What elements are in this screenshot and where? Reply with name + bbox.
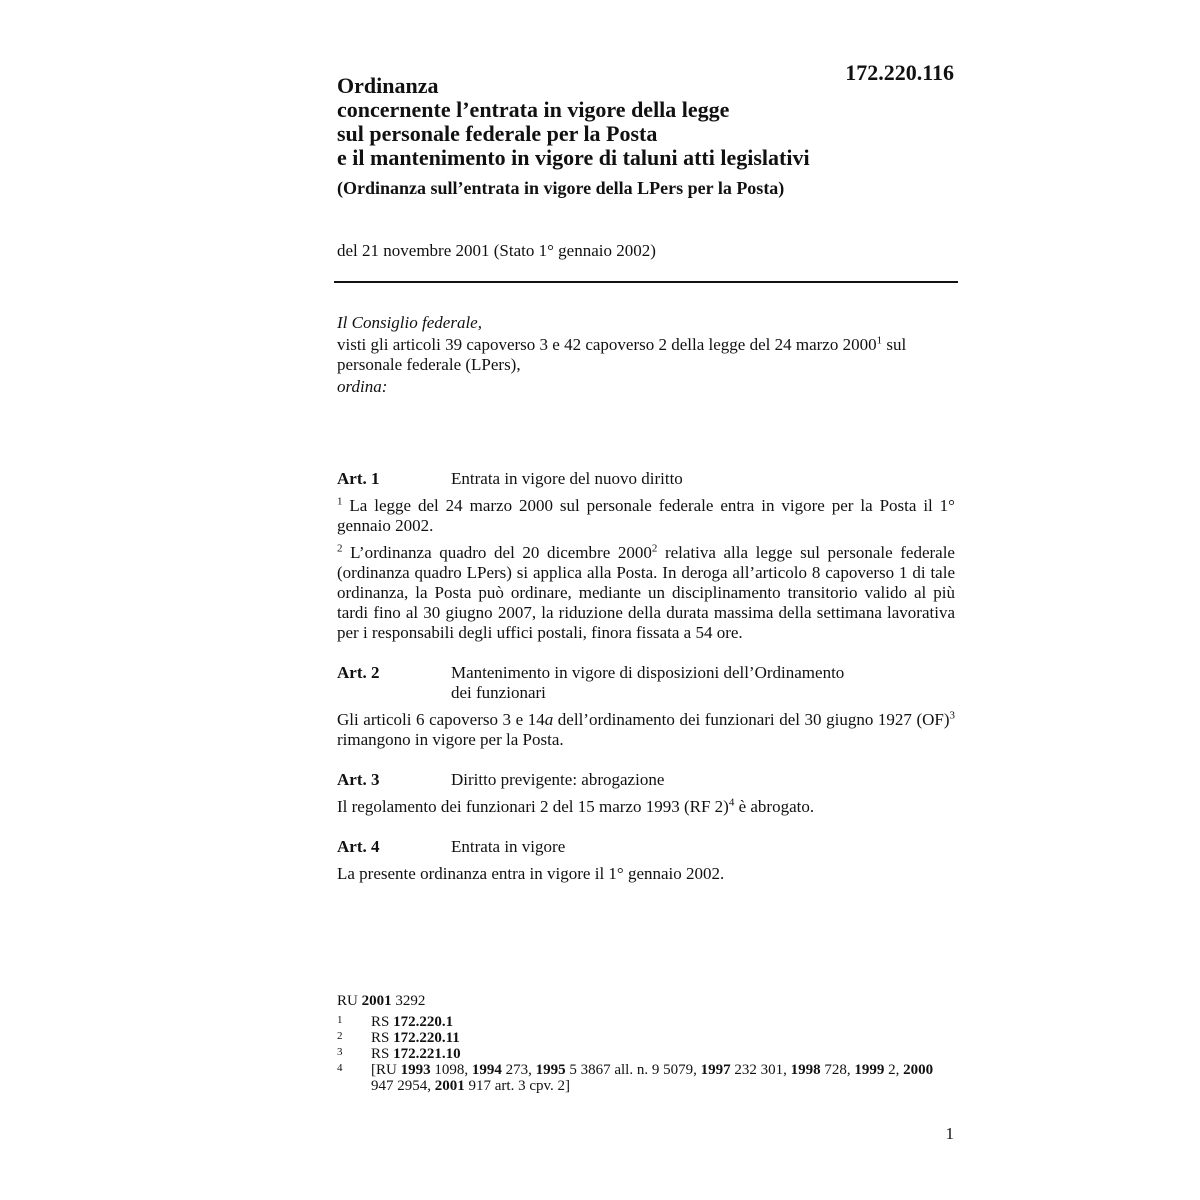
ru-reference — [337, 993, 957, 1009]
fn-text-part: 5 3867 all. n. 9 5079, — [565, 1062, 701, 1078]
preamble — [337, 313, 957, 399]
fn-year: 1997 — [700, 1062, 731, 1078]
title-block — [337, 74, 957, 199]
article-heading — [337, 770, 955, 790]
title-line: Ordinanza — [337, 73, 439, 98]
footnote — [337, 1046, 957, 1062]
date-line: del 21 novembre 2001 (Stato 1° gennaio 2002) — [337, 241, 656, 260]
paragraph-text-italic: a — [544, 710, 554, 729]
footnote-prefix: RS — [371, 1030, 394, 1046]
article-heading — [337, 469, 955, 489]
preamble-basis-text: sul personale federale (LPers), — [337, 335, 907, 374]
fn-year: 1998 — [790, 1062, 821, 1078]
fn-year: 1995 — [535, 1062, 566, 1078]
article-number: Art. 1 — [337, 469, 380, 488]
article-paragraph — [337, 496, 955, 536]
fn-text-part: 728, — [820, 1062, 855, 1078]
paragraph-text: rimangono in vigore per la Posta. — [337, 730, 564, 749]
paragraph-text: è abrogato. — [734, 797, 815, 816]
title-line: concernente l’entrata in vigore della legge — [337, 97, 730, 122]
footnote-ref-number: 172.220.11 — [393, 1030, 460, 1046]
article-title: Diritto previgente: abrogazione — [451, 770, 665, 789]
article-title — [451, 663, 955, 703]
footnotes — [337, 993, 957, 1094]
article-4 — [337, 837, 955, 884]
article-1 — [337, 469, 955, 643]
title-line: e il mantenimento in vigore di taluni atti legislativi — [337, 145, 810, 170]
article-3 — [337, 770, 955, 817]
paragraph-text: relativa alla legge sul personale federale (ordinanza quadro LPers) si applica alla Posta. In deroga all’articolo 8 capoverso 1 di tale ordinanza, la Posta può ordinare, mediante un disciplinamento transitorio valido al più tardi fino al 30 giugno 2007, la riduzione della durata massima della settimana lavorativa per i responsabili degli uffici postali, finora fissata a 54 ore. — [337, 543, 955, 642]
preamble-basis — [337, 335, 957, 375]
article-title-line: dei funzionari — [451, 683, 546, 702]
footnote-number: 4 — [337, 1062, 343, 1074]
footnote-number: 3 — [337, 1046, 343, 1058]
fn-text-part: 947 2954, — [371, 1078, 435, 1094]
article-paragraph — [337, 710, 955, 750]
article-title-line: Mantenimento in vigore di disposizioni dell’Ordinamento — [451, 663, 845, 682]
sr-number: 172.220.116 — [845, 60, 954, 85]
article-title: Entrata in vigore del nuovo diritto — [451, 469, 683, 488]
preamble-authority: Il Consiglio federale, — [337, 313, 482, 332]
short-title: (Ordinanza sull’entrata in vigore della LPers per la Posta) — [337, 178, 785, 198]
article-paragraph: La presente ordinanza entra in vigore il 1° gennaio 2002. — [337, 864, 725, 883]
fn-text-part: 273, — [501, 1062, 536, 1078]
footnote-text — [371, 1014, 957, 1030]
article-paragraph — [337, 543, 955, 643]
ru-year: 2001 — [361, 993, 392, 1009]
footnote-ref-number: 172.220.1 — [393, 1014, 454, 1030]
preamble-ordains: ordina: — [337, 377, 388, 396]
preamble-basis-text: visti gli articoli 39 capoverso 3 e 42 capoverso 2 della legge del 24 marzo 2000 — [337, 335, 877, 354]
fn-text-part: 232 301, — [730, 1062, 791, 1078]
article-number: Art. 2 — [337, 663, 380, 682]
ru-page: 3292 — [391, 993, 426, 1009]
footnote-number: 1 — [337, 1014, 343, 1026]
footnote — [337, 1062, 957, 1094]
fn-text-part: 2, — [884, 1062, 904, 1078]
fn-year: 1999 — [854, 1062, 885, 1078]
paragraph-text: Il regolamento dei funzionari 2 del 15 marzo 1993 (RF 2) — [337, 797, 729, 816]
fn-year: 2000 — [903, 1062, 934, 1078]
paragraph-text: L’ordinanza quadro del 20 dicembre 2000 — [342, 543, 652, 562]
article-number: Art. 4 — [337, 837, 380, 856]
footnote-text — [371, 1062, 957, 1094]
fn-year: 1993 — [400, 1062, 431, 1078]
paragraph-text: La legge del 24 marzo 2000 sul personale federale entra in vigore per la Posta il 1° gennaio 2002. — [337, 496, 955, 535]
footnote — [337, 1030, 957, 1046]
article-paragraph — [337, 797, 955, 817]
footnote-prefix: RS — [371, 1014, 394, 1030]
paragraph-number: 2 — [337, 542, 343, 555]
fn-year: 1994 — [471, 1062, 502, 1078]
footnote-ref[interactable]: 4 — [728, 796, 735, 809]
footnote-ref[interactable]: 3 — [949, 709, 956, 722]
footnote-text — [371, 1030, 957, 1046]
articles — [337, 469, 955, 904]
footnote-prefix: RS — [371, 1046, 394, 1062]
ru-prefix: RU — [337, 993, 362, 1009]
fn-text-part: 917 art. 3 cpv. 2] — [464, 1078, 570, 1094]
footnote-text — [371, 1046, 957, 1062]
article-heading — [337, 837, 955, 857]
footnote-ref-number: 172.221.10 — [393, 1046, 461, 1062]
footnote-ref[interactable]: 2 — [651, 542, 658, 555]
footnote — [337, 1014, 957, 1030]
document-title — [337, 74, 957, 170]
paragraph-text: Gli articoli 6 capoverso 3 e 14 — [337, 710, 545, 729]
fn-text-part: 1098, — [430, 1062, 472, 1078]
paragraph-text: dell’ordinamento dei funzionari del 30 giugno 1927 (OF) — [553, 710, 950, 729]
fn-year: 2001 — [434, 1078, 465, 1094]
article-title: Entrata in vigore — [451, 837, 566, 856]
fn-text-part: [RU — [371, 1062, 401, 1078]
paragraph-number: 1 — [337, 495, 343, 508]
article-heading — [337, 663, 955, 703]
footnote-number: 2 — [337, 1030, 343, 1042]
article-number: Art. 3 — [337, 770, 380, 789]
article-2 — [337, 663, 955, 750]
header-divider — [334, 281, 958, 283]
footnote-ref[interactable]: 1 — [876, 334, 883, 347]
title-line: sul personale federale per la Posta — [337, 121, 658, 146]
page-number: 1 — [945, 1124, 954, 1143]
